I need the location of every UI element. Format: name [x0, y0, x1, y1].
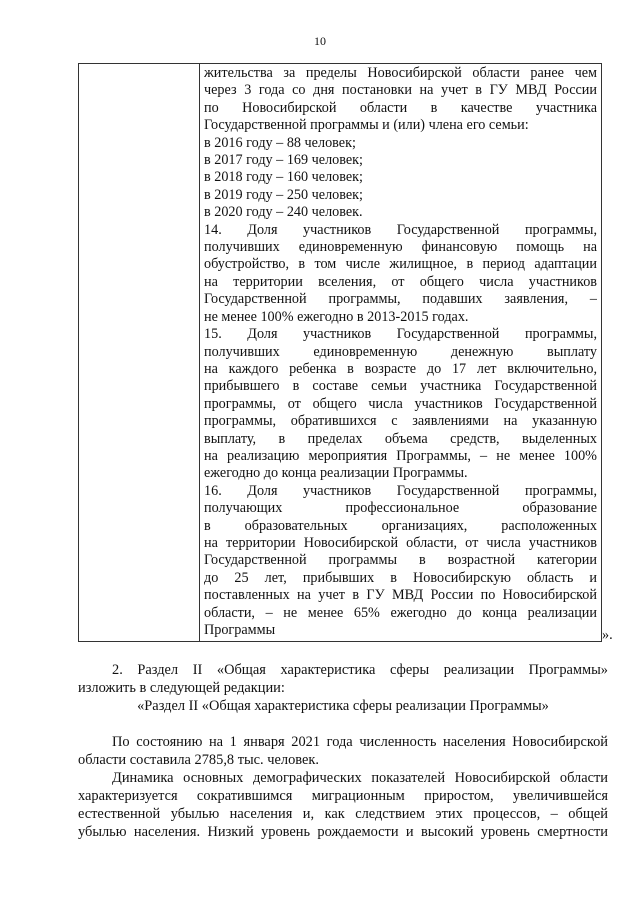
table-text-line: по Новосибирской области в качестве участника	[204, 99, 597, 116]
table-text-line: 15. Доля участников Государственной программы,	[204, 326, 597, 343]
indicators-table	[78, 63, 602, 642]
table-text-line: на территории Новосибирской области, от числа участников	[204, 534, 597, 551]
table-text-line: до 25 лет, прибывших в Новосибирскую область и	[204, 569, 597, 586]
paragraph-1-line-1: По состоянию на 1 января 2021 года численность населения Новосибирской	[112, 734, 608, 750]
table-text-line: на территории вселения, от общего числа участников	[204, 273, 597, 290]
table-text-line: через 3 года со дня постановки на учет в ГУ МВД России	[204, 82, 597, 99]
table-text-line: 14. Доля участников Государственной программы,	[204, 221, 597, 238]
paragraph-2-line-1: Динамика основных демографических показателей Новосибирской области	[112, 770, 608, 786]
table-text-line: получающих профессиональное образование	[204, 500, 597, 517]
table-text-line: программы, обратившихся с заявлениями на указанную	[204, 413, 597, 430]
table-text	[204, 65, 597, 639]
table-text-line: программы, от общего числа участников Государственной	[204, 395, 597, 412]
table-text-line: в 2020 году – 240 человек.	[204, 204, 363, 221]
table-text-line: выплату, в пределах объема средств, выделенных	[204, 430, 597, 447]
table-text-line: жительства за пределы Новосибирской области ранее чем	[204, 65, 597, 81]
table-text-line: 16. Доля участников Государственной программы,	[204, 482, 597, 499]
table-text-line: Программы	[204, 622, 276, 638]
table-text-line: на реализацию мероприятия Программы, – не менее 100%	[204, 447, 597, 464]
table-text-line: в 2018 году – 160 человек;	[204, 169, 363, 186]
paragraph-2-line-3: естественной убылью населения и, как следствием этих процессов, – общей	[78, 806, 608, 822]
paragraph-1-line-2: области составила 2785,8 тыс. человек.	[78, 752, 319, 768]
table-right-cell	[200, 64, 602, 642]
item-2-line-2: изложить в следующей редакции:	[78, 680, 285, 696]
paragraph-2-line-4: убылью населения. Низкий уровень рождаемости и высокий уровень смертности	[78, 824, 608, 840]
section-heading: «Раздел II «Общая характеристика сферы реализации Программы»	[137, 698, 549, 714]
table-text-line: прибывшего в составе семьи участника Государственной	[204, 378, 597, 395]
table-text-line: в 2019 году – 250 человек;	[204, 186, 363, 203]
table-text-line: ежегодно до конца реализации Программы.	[204, 465, 468, 482]
table-text-line: Государственной программы в возрастной категории	[204, 552, 597, 569]
table-left-cell	[79, 64, 200, 642]
item-2-line-1: 2. Раздел II «Общая характеристика сферы реализации Программы»	[112, 662, 608, 678]
table-text-line: не менее 100% ежегодно в 2013-2015 годах.	[204, 308, 469, 325]
table-text-line: Государственной программы и (или) члена его семьи:	[204, 117, 529, 134]
table-text-line: Государственной программы, подавших заявления, –	[204, 291, 597, 308]
table-text-line: обустройство, в том числе жилищное, в период адаптации	[204, 256, 597, 273]
table-text-line: получивших единовременную денежную выплату	[204, 343, 597, 360]
table-text-line: в 2017 году – 169 человек;	[204, 152, 363, 169]
table-text-line: поставленных на учет в ГУ МВД России по Новосибирской	[204, 587, 597, 604]
table-text-line: области, – не менее 65% ежегодно до конца реализации	[204, 604, 597, 621]
closing-quote: ».	[602, 627, 613, 643]
table-text-line: на каждого ребенка в возрасте до 17 лет включительно,	[204, 360, 597, 377]
table-text-line: в образовательных организациях, расположенных	[204, 517, 597, 534]
table-text-line: получивших единовременную финансовую помощь на	[204, 239, 597, 256]
paragraph-2-line-2: характеризуется сократившимся миграционным приростом, увеличившейся	[78, 788, 608, 804]
page-number: 10	[314, 34, 326, 48]
table-text-line: в 2016 году – 88 человек;	[204, 134, 356, 151]
